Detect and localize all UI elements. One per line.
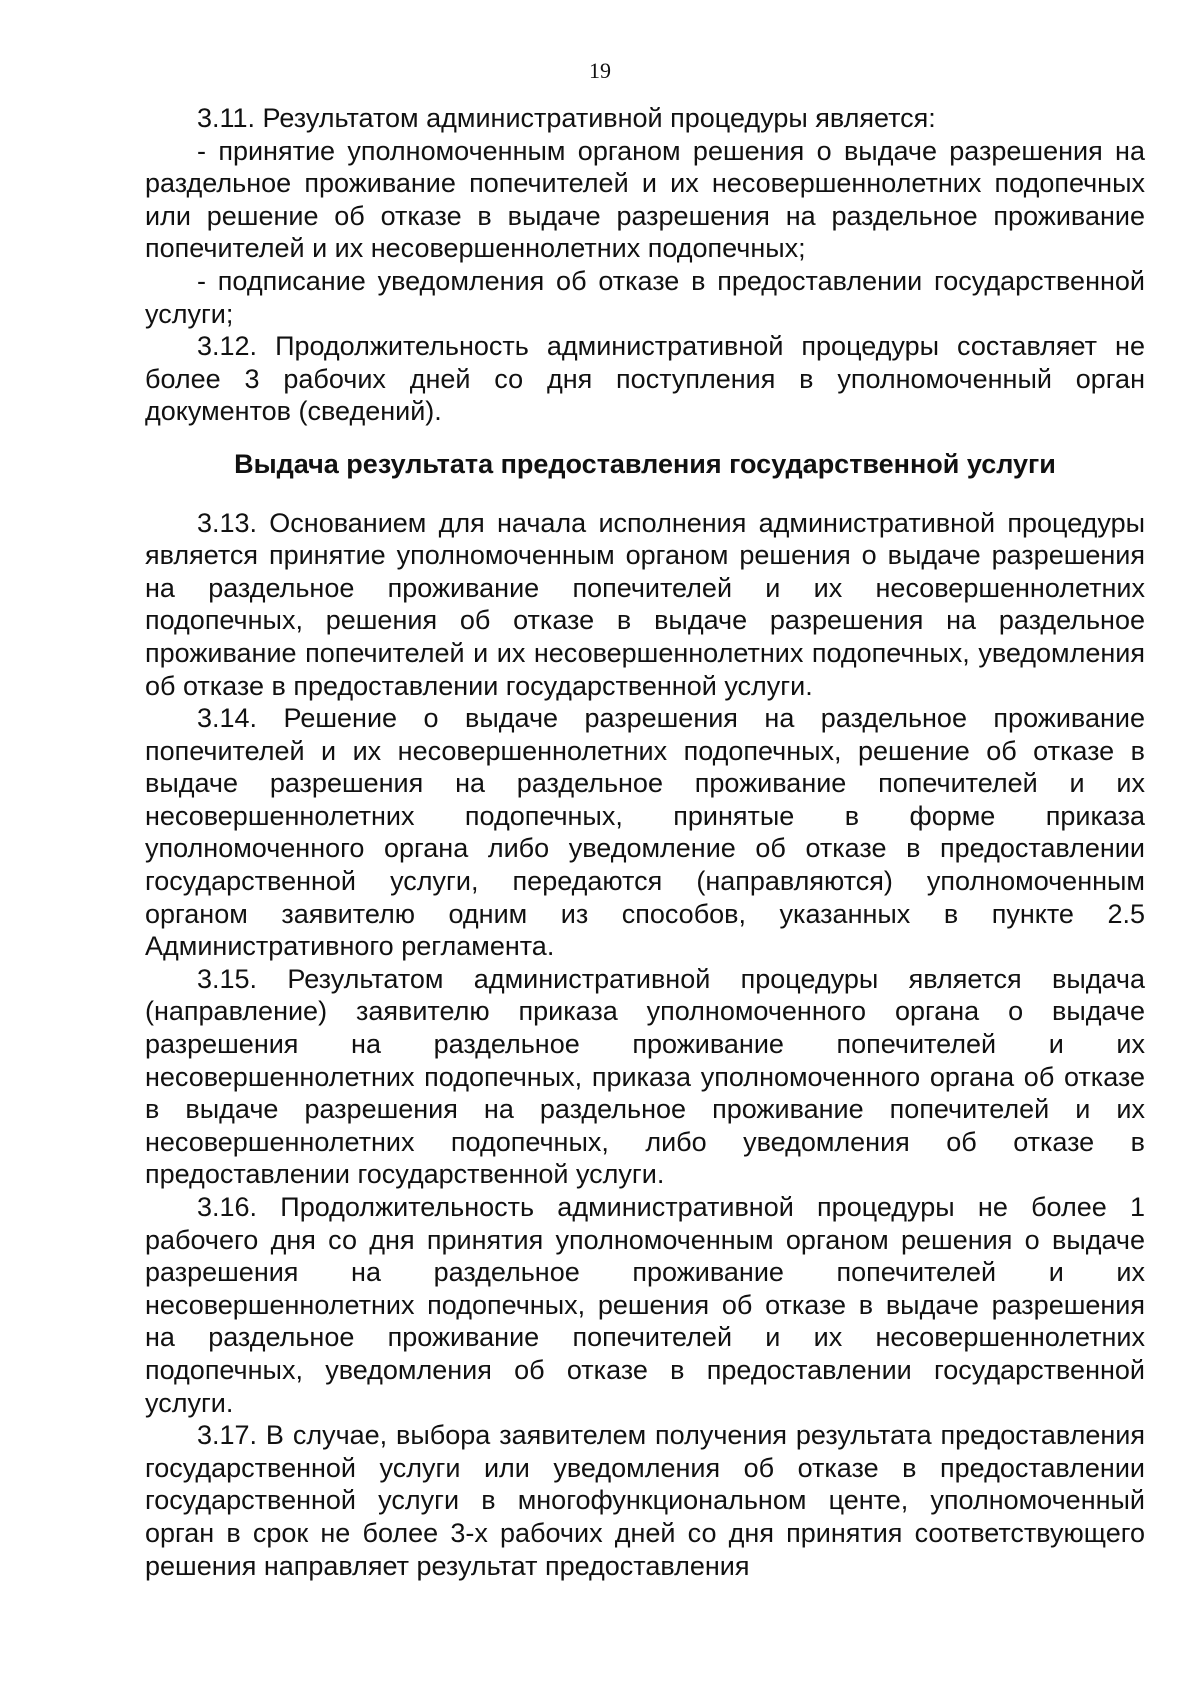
paragraph-3-12: 3.12. Продолжительность административной процедуры составляет не более 3 рабочих дней со дня поступления в уполномоченный орган документов (сведений). bbox=[145, 331, 1145, 427]
paragraph-3-15: 3.15. Результатом административной процедуры является выдача (направление) заявителю приказа уполномоченного органа о выдаче разрешения на раздельное проживание попечителей и их несовершеннолетних подопечных, приказа уполномоченного органа об отказе в выдаче разрешения на раздельное проживание попечителей и их несовершеннолетних подопечных, либо уведомления об отказе в предоставлении государственной услуги. bbox=[145, 963, 1145, 1190]
paragraph-3-11-item-notice: - подписание уведомления об отказе в предоставлении государственной услуги; bbox=[145, 265, 1145, 329]
page-number: 19 bbox=[589, 58, 611, 83]
paragraph-3-17: 3.17. В случае, выбора заявителем получения результата предоставления государственной услуги или уведомления об отказе в предоставлении государственной услуги в многофункциональном центе, уполномоченный орган в срок не более 3-х рабочих дней со дня принятия соответствующего решения направляет результат предоставления bbox=[145, 1420, 1145, 1581]
paragraph-3-14: 3.14. Решение о выдаче разрешения на раздельное проживание попечителей и их несовершеннолетних подопечных, решение об отказе в выдаче разрешения на раздельное проживание попечителей и их несовершеннолетних подопечных, принятые в форме приказа уполномоченного органа либо уведомление об отказе в предоставлении государственной услуги, передаются (направляются) уполномоченным органом заявителю одним из способов, указанных в пункте 2.5 Административного регламента. bbox=[145, 703, 1145, 962]
paragraph-3-13: 3.13. Основанием для начала исполнения административной процедуры является принятие уполномоченным органом решения о выдаче разрешения на раздельное проживание попечителей и их несовершеннолетних подопечных, решения об отказе в выдаче разрешения на раздельное проживание попечителей и их несовершеннолетних подопечных, уведомления об отказе в предоставлении государственной услуги. bbox=[145, 507, 1145, 701]
document-body bbox=[145, 102, 1145, 1582]
paragraph-3-16: 3.16. Продолжительность административной процедуры не более 1 рабочего дня со дня принятия уполномоченным органом решения о выдаче разрешения на раздельное проживание попечителей и их несовершеннолетних подопечных, решения об отказе в выдаче разрешения на раздельное проживание попечителей и их несовершеннолетних подопечных, уведомления об отказе в предоставлении государственной услуги. bbox=[145, 1192, 1145, 1418]
paragraph-3-11: 3.11. Результатом административной процедуры является: bbox=[197, 103, 936, 133]
section-heading: Выдача результата предоставления государственной услуги bbox=[234, 448, 1056, 479]
paragraph-3-11-item-decision: - принятие уполномоченным органом решения о выдаче разрешения на раздельное проживание попечителей и их несовершеннолетних подопечных или решение об отказе в выдаче разрешения на раздельное проживание попечителей и их несовершеннолетних подопечных; bbox=[145, 135, 1145, 264]
